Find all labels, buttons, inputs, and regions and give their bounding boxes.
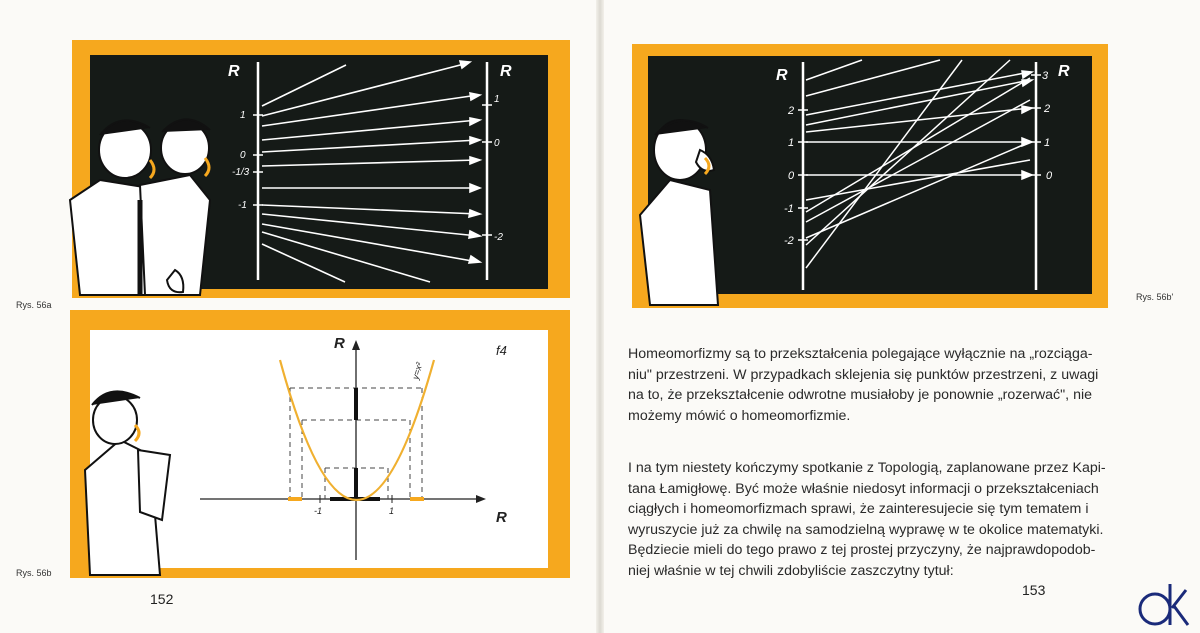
fig-b-x-tick-label: -1 [314,506,323,516]
fig-a-left-tick-label: -1/3 [232,167,250,178]
text-line: Homeomorfizmy są to przekształcenia polegające wyłącznie na „rozciąga- [628,346,1093,362]
figure-56b-prime-caption: Rys. 56b' [1136,292,1174,302]
fig-b-y-axis-label: R [334,335,345,352]
fig-b-x-axis-label: R [496,509,507,526]
dk-logo [1136,580,1190,628]
fig-a-right-axis-label: R [500,63,512,80]
text-line: niej właśnie w tej chwili zdobyliście zaszczytny tytuł: [628,562,954,579]
fig-a-left-tick-label: 1 [240,110,246,121]
text-line: niu" przestrzeni. W przypadkach sklejenia się punktów przestrzeni, z uwagi [628,366,1099,383]
fig-c-left-tick-label: 0 [788,170,795,182]
text-line: wyruszycie już za chwilę na samodzielną wyprawę w te okolice matematyki. [628,521,1104,538]
figure-56b-caption: Rys. 56b [16,568,52,578]
text-line: ciągłych i homeomorfizmach sprawi, że zainteresujecie się tym tematem i [628,501,1089,517]
fig-c-left-tick-label: -1 [784,203,794,215]
fig-b-curve-label: y=x² [410,361,425,381]
page-number-left: 152 [150,591,174,607]
text-line: możemy mówić o homeomorfizmie. [628,407,851,424]
fig-c-left-tick-label: 1 [788,137,795,149]
fig-c-left-axis-label: R [776,67,788,84]
fig-b-function-label: f4 [496,343,507,358]
fig-a-right-tick-label: 1 [494,94,500,105]
fig-c-right-tick-label: 1 [1044,137,1051,149]
text-line: Będziecie mieli do tego prawo z tej prostej przyczyny, że najprawdopodob- [628,542,1096,558]
fig-c-right-tick-label: 0 [1046,170,1053,182]
paragraph-homeomorphisms [628,344,1158,426]
fig-c-right-tick-label: 2 [1044,103,1051,115]
text-line: na to, że przekształcenie odwrotne musiałoby je ponownie „rozerwać", nie [628,387,1093,403]
fig-c-left-tick-label: 2 [788,105,795,117]
fig-a-left-tick-label: 0 [240,150,246,161]
text-line: tana Łamigłowę. Być może właśnie niedosyt informacji o przekształceniach [628,480,1099,497]
fig-a-left-tick-label: -1 [238,200,247,211]
page-number-right: 153 [1022,582,1046,598]
fig-a-left-axis-label: R [228,63,240,80]
fig-c-left-tick-label: -2 [784,235,794,247]
fig-a-right-tick-label: 0 [494,138,500,149]
fig-c-right-tick-label: 3 [1042,70,1049,82]
paragraph-conclusion [628,458,1158,581]
fig-b-x-tick-label: 1 [389,506,395,516]
figure-56a-caption: Rys. 56a [16,300,52,310]
fig-a-right-tick-label: -2 [494,232,503,243]
text-line: I na tym niestety kończymy spotkanie z Topologią, zaplanowane przez Kapi- [628,460,1106,476]
character-illustration [640,120,718,305]
fig-c-right-axis-label: R [1058,63,1070,80]
